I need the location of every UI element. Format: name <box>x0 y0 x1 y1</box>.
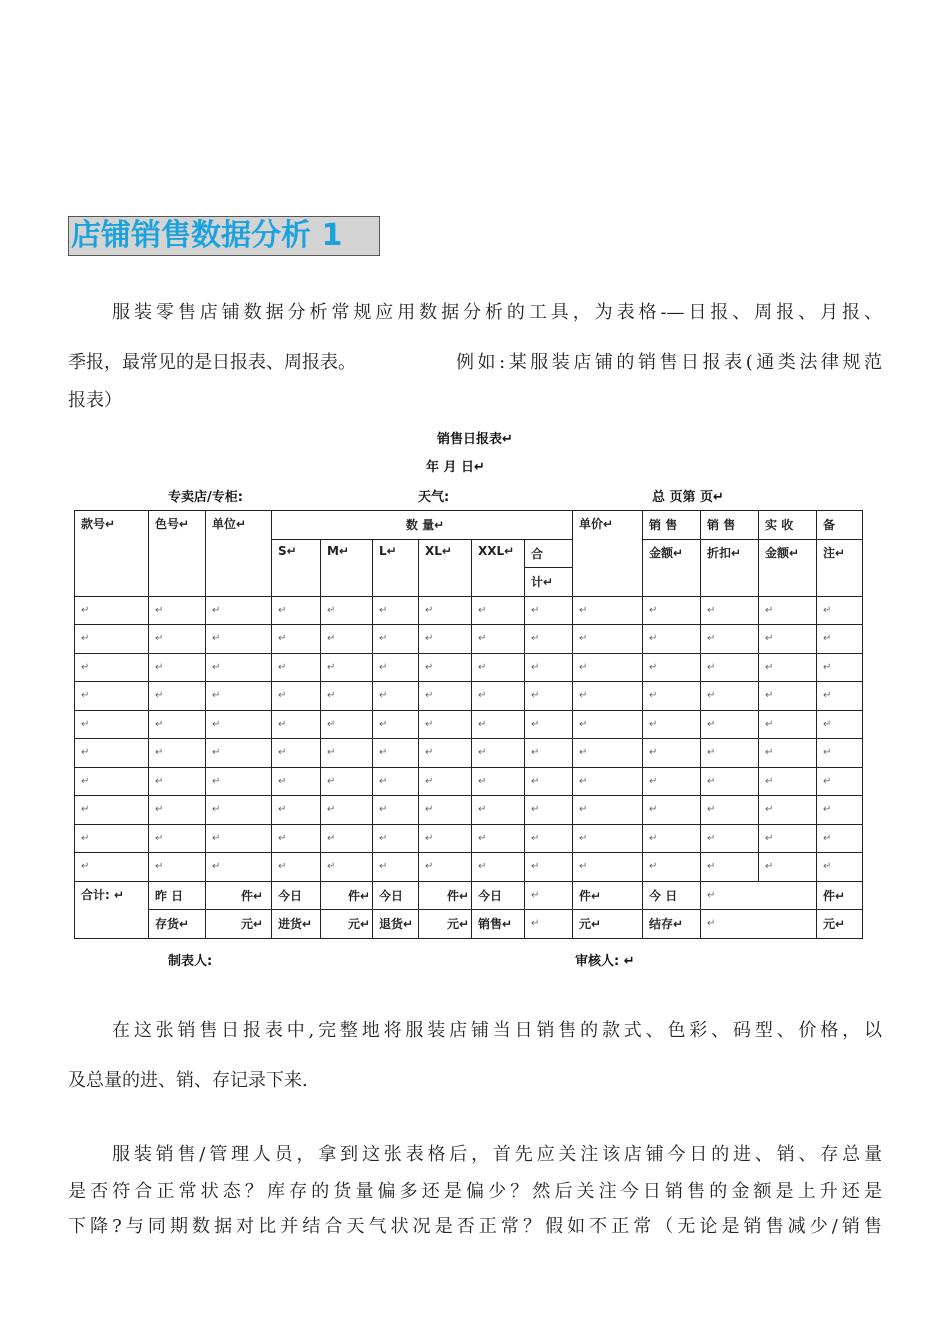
header-size-l: L↵ <box>373 539 419 596</box>
table-cell: ↵ <box>643 653 701 682</box>
summary-stock-pieces: 件↵ <box>817 881 863 910</box>
table-cell: ↵ <box>573 625 643 654</box>
table-cell: ↵ <box>472 653 525 682</box>
header-unit: 单位↵ <box>206 511 272 597</box>
summary-today-sale-top: 今日 <box>472 881 525 910</box>
summary-today-in-bottom: 进货↵ <box>272 910 321 939</box>
summary-today-return-pieces: 件↵ <box>419 881 472 910</box>
table-cell: ↵ <box>206 710 272 739</box>
table-cell: ↵ <box>321 824 373 853</box>
table-cell: ↵ <box>373 682 419 711</box>
table-cell: ↵ <box>701 739 759 768</box>
table-cell: ↵ <box>643 739 701 768</box>
table-row <box>75 767 863 796</box>
table-cell: ↵ <box>272 739 321 768</box>
header-received-bottom: 金额↵ <box>759 539 817 596</box>
table-cell: ↵ <box>373 710 419 739</box>
table-cell: ↵ <box>321 625 373 654</box>
table-row <box>75 796 863 825</box>
table-cell: ↵ <box>643 596 701 625</box>
table-cell: ↵ <box>472 739 525 768</box>
table-cell: ↵ <box>206 653 272 682</box>
sales-report-table <box>74 510 863 939</box>
para2-line1: 在这张销售日报表中,完整地将服装店铺当日销售的款式、色彩、码型、价格，以 <box>112 1020 882 1041</box>
table-cell: ↵ <box>149 710 206 739</box>
table-cell: ↵ <box>573 739 643 768</box>
summary-empty: ↵ <box>525 881 573 910</box>
table-cell: ↵ <box>419 824 472 853</box>
summary-yesterday-bottom: 存货↵ <box>149 910 206 939</box>
table-cell: ↵ <box>643 796 701 825</box>
table-cell: ↵ <box>206 682 272 711</box>
table-cell: ↵ <box>701 853 759 882</box>
header-size-s: S↵ <box>272 539 321 596</box>
summary-today-sale-bottom: 销售↵ <box>472 910 525 939</box>
header-remark-top: 备 <box>817 511 863 540</box>
table-cell: ↵ <box>759 596 817 625</box>
table-row <box>75 596 863 625</box>
table-cell: ↵ <box>817 625 863 654</box>
table-cell: ↵ <box>75 739 149 768</box>
table-cell: ↵ <box>525 739 573 768</box>
table-cell: ↵ <box>149 824 206 853</box>
header-size-xl: XL↵ <box>419 539 472 596</box>
table-cell: ↵ <box>373 625 419 654</box>
summary-stock-yuan: 元↵ <box>817 910 863 939</box>
table-cell: ↵ <box>75 625 149 654</box>
table-cell: ↵ <box>272 767 321 796</box>
table-cell: ↵ <box>206 596 272 625</box>
table-cell: ↵ <box>373 653 419 682</box>
summary-today-return-top: 今日 <box>373 881 419 910</box>
table-cell: ↵ <box>643 767 701 796</box>
summary-yesterday-top: 昨 日 <box>149 881 206 910</box>
table-cell: ↵ <box>573 710 643 739</box>
header-color-no: 色号↵ <box>149 511 206 597</box>
table-cell: ↵ <box>759 767 817 796</box>
table-cell: ↵ <box>75 767 149 796</box>
sales-daily-report-image <box>70 424 870 974</box>
header-style-no: 款号↵ <box>75 511 149 597</box>
table-cell: ↵ <box>272 596 321 625</box>
table-cell: ↵ <box>573 853 643 882</box>
table-cell: ↵ <box>573 796 643 825</box>
table-cell: ↵ <box>472 767 525 796</box>
table-cell: ↵ <box>272 710 321 739</box>
table-cell: ↵ <box>525 596 573 625</box>
header-sales-discount-top: 销 售 <box>701 511 759 540</box>
summary-empty: ↵ <box>701 910 817 939</box>
summary-total-label: 合计: ↵ <box>75 881 149 938</box>
table-cell: ↵ <box>321 767 373 796</box>
table-cell: ↵ <box>759 682 817 711</box>
table-cell: ↵ <box>573 596 643 625</box>
table-cell: ↵ <box>643 710 701 739</box>
table-cell: ↵ <box>525 767 573 796</box>
table-cell: ↵ <box>817 710 863 739</box>
header-unit-price: 单价↵ <box>573 511 643 597</box>
table-row <box>75 682 863 711</box>
table-cell: ↵ <box>373 824 419 853</box>
header-total-top: 合 <box>525 539 573 568</box>
table-cell: ↵ <box>419 853 472 882</box>
auditor-label: 审核人: ↵ <box>575 954 635 969</box>
table-cell: ↵ <box>75 710 149 739</box>
table-cell: ↵ <box>321 653 373 682</box>
table-cell: ↵ <box>701 796 759 825</box>
table-cell: ↵ <box>75 824 149 853</box>
para1-line1: 服装零售店铺数据分析常规应用数据分析的工具，为表格-—日报、周报、月报、 <box>112 302 882 323</box>
table-cell: ↵ <box>272 625 321 654</box>
table-cell: ↵ <box>419 653 472 682</box>
table-cell: ↵ <box>817 796 863 825</box>
table-cell: ↵ <box>472 796 525 825</box>
table-cell: ↵ <box>573 767 643 796</box>
table-cell: ↵ <box>272 653 321 682</box>
table-cell: ↵ <box>75 682 149 711</box>
table-cell: ↵ <box>321 739 373 768</box>
table-cell: ↵ <box>817 739 863 768</box>
table-cell: ↵ <box>321 596 373 625</box>
header-sales-discount-bottom: 折扣↵ <box>701 539 759 596</box>
table-cell: ↵ <box>817 596 863 625</box>
table-cell: ↵ <box>149 767 206 796</box>
table-cell: ↵ <box>701 710 759 739</box>
table-cell: ↵ <box>525 824 573 853</box>
table-cell: ↵ <box>472 682 525 711</box>
header-sales-amount-top: 销 售 <box>643 511 701 540</box>
page-title: 店铺销售数据分析 1 <box>68 216 380 256</box>
table-cell: ↵ <box>573 653 643 682</box>
table-cell: ↵ <box>759 824 817 853</box>
report-title: 销售日报表↵ <box>437 432 513 447</box>
table-cell: ↵ <box>525 625 573 654</box>
table-cell: ↵ <box>472 596 525 625</box>
summary-yesterday-pieces: 件↵ <box>206 881 272 910</box>
table-cell: ↵ <box>373 596 419 625</box>
table-cell: ↵ <box>573 824 643 853</box>
table-cell: ↵ <box>206 739 272 768</box>
summary-today-in-yuan: 元↵ <box>321 910 373 939</box>
table-cell: ↵ <box>206 796 272 825</box>
table-cell: ↵ <box>472 710 525 739</box>
header-sales-amount-bottom: 金额↵ <box>643 539 701 596</box>
table-cell: ↵ <box>472 853 525 882</box>
table-cell: ↵ <box>472 625 525 654</box>
table-cell: ↵ <box>701 625 759 654</box>
table-cell: ↵ <box>472 824 525 853</box>
table-cell: ↵ <box>817 682 863 711</box>
summary-row-1 <box>75 881 863 910</box>
table-cell: ↵ <box>701 596 759 625</box>
table-cell: ↵ <box>643 682 701 711</box>
table-cell: ↵ <box>321 853 373 882</box>
para1-line3: 报表） <box>68 390 122 411</box>
table-cell: ↵ <box>206 767 272 796</box>
table-cell: ↵ <box>321 710 373 739</box>
table-cell: ↵ <box>759 710 817 739</box>
table-cell: ↵ <box>419 739 472 768</box>
table-row <box>75 853 863 882</box>
table-cell: ↵ <box>759 739 817 768</box>
table-cell: ↵ <box>759 853 817 882</box>
table-cell: ↵ <box>272 853 321 882</box>
table-cell: ↵ <box>525 710 573 739</box>
table-cell: ↵ <box>149 853 206 882</box>
table-cell: ↵ <box>206 824 272 853</box>
table-cell: ↵ <box>817 824 863 853</box>
table-cell: ↵ <box>817 653 863 682</box>
table-row <box>75 824 863 853</box>
table-cell: ↵ <box>643 625 701 654</box>
summary-today-in-pieces: 件↵ <box>321 881 373 910</box>
table-cell: ↵ <box>75 853 149 882</box>
summary-sale-pieces: 件↵ <box>573 881 643 910</box>
table-cell: ↵ <box>573 682 643 711</box>
summary-empty: ↵ <box>525 910 573 939</box>
table-cell: ↵ <box>321 682 373 711</box>
table-cell: ↵ <box>272 682 321 711</box>
table-cell: ↵ <box>701 824 759 853</box>
header-size-m: M↵ <box>321 539 373 596</box>
table-cell: ↵ <box>817 767 863 796</box>
table-cell: ↵ <box>75 653 149 682</box>
report-date-line: 年 月 日↵ <box>426 460 485 475</box>
table-cell: ↵ <box>525 682 573 711</box>
table-cell: ↵ <box>419 767 472 796</box>
table-cell: ↵ <box>701 767 759 796</box>
table-cell: ↵ <box>373 853 419 882</box>
table-cell: ↵ <box>419 710 472 739</box>
summary-empty: ↵ <box>701 881 817 910</box>
table-cell: ↵ <box>149 796 206 825</box>
summary-today-stock-bottom: 结存↵ <box>643 910 701 939</box>
table-cell: ↵ <box>419 682 472 711</box>
table-row <box>75 625 863 654</box>
maker-label: 制表人: <box>168 954 213 969</box>
table-cell: ↵ <box>373 739 419 768</box>
header-size-xxl: XXL↵ <box>472 539 525 596</box>
table-cell: ↵ <box>373 767 419 796</box>
table-cell: ↵ <box>701 653 759 682</box>
table-cell: ↵ <box>149 653 206 682</box>
table-cell: ↵ <box>817 853 863 882</box>
header-row-1 <box>75 511 863 540</box>
summary-today-stock-top: 今 日 <box>643 881 701 910</box>
table-cell: ↵ <box>525 653 573 682</box>
table-cell: ↵ <box>149 596 206 625</box>
table-cell: ↵ <box>419 596 472 625</box>
store-label: 专卖店/专柜: <box>168 490 243 505</box>
summary-row-2 <box>75 910 863 939</box>
table-cell: ↵ <box>75 596 149 625</box>
table-cell: ↵ <box>149 739 206 768</box>
table-cell: ↵ <box>701 682 759 711</box>
header-total-bottom: 计↵ <box>525 568 573 597</box>
table-row <box>75 739 863 768</box>
para3-line1: 服装销售/管理人员，拿到这张表格后，首先应关注该店铺今日的进、销、存总量 <box>112 1144 882 1165</box>
table-cell: ↵ <box>419 625 472 654</box>
para3-line3: 下降?与同期数据对比并结合天气状况是否正常？假如不正常（无论是销售减少/销售 <box>68 1216 882 1237</box>
page-count-label: 总 页第 页↵ <box>652 490 724 505</box>
table-cell: ↵ <box>272 796 321 825</box>
summary-today-return-yuan: 元↵ <box>419 910 472 939</box>
header-received-top: 实 收 <box>759 511 817 540</box>
table-cell: ↵ <box>525 796 573 825</box>
summary-sale-yuan: 元↵ <box>573 910 643 939</box>
table-cell: ↵ <box>149 625 206 654</box>
para3-line2: 是否符合正常状态？库存的货量偏多还是偏少？然后关注今日销售的金额是上升还是 <box>68 1181 882 1202</box>
table-cell: ↵ <box>643 853 701 882</box>
table-cell: ↵ <box>759 653 817 682</box>
header-remark-bottom: 注↵ <box>817 539 863 596</box>
header-quantity: 数 量↵ <box>272 511 573 540</box>
table-cell: ↵ <box>206 853 272 882</box>
table-cell: ↵ <box>373 796 419 825</box>
table-cell: ↵ <box>759 796 817 825</box>
table-row <box>75 710 863 739</box>
para2-line2: 及总量的进、销、存记录下来. <box>68 1070 308 1091</box>
table-cell: ↵ <box>643 824 701 853</box>
table-row <box>75 653 863 682</box>
table-cell: ↵ <box>419 796 472 825</box>
table-cell: ↵ <box>525 853 573 882</box>
summary-yesterday-yuan: 元↵ <box>206 910 272 939</box>
summary-today-in-top: 今日 <box>272 881 321 910</box>
table-cell: ↵ <box>75 796 149 825</box>
weather-label: 天气: <box>418 490 450 505</box>
table-cell: ↵ <box>759 625 817 654</box>
table-cell: ↵ <box>272 824 321 853</box>
table-cell: ↵ <box>149 682 206 711</box>
table-cell: ↵ <box>321 796 373 825</box>
summary-today-return-bottom: 退货↵ <box>373 910 419 939</box>
table-cell: ↵ <box>206 625 272 654</box>
